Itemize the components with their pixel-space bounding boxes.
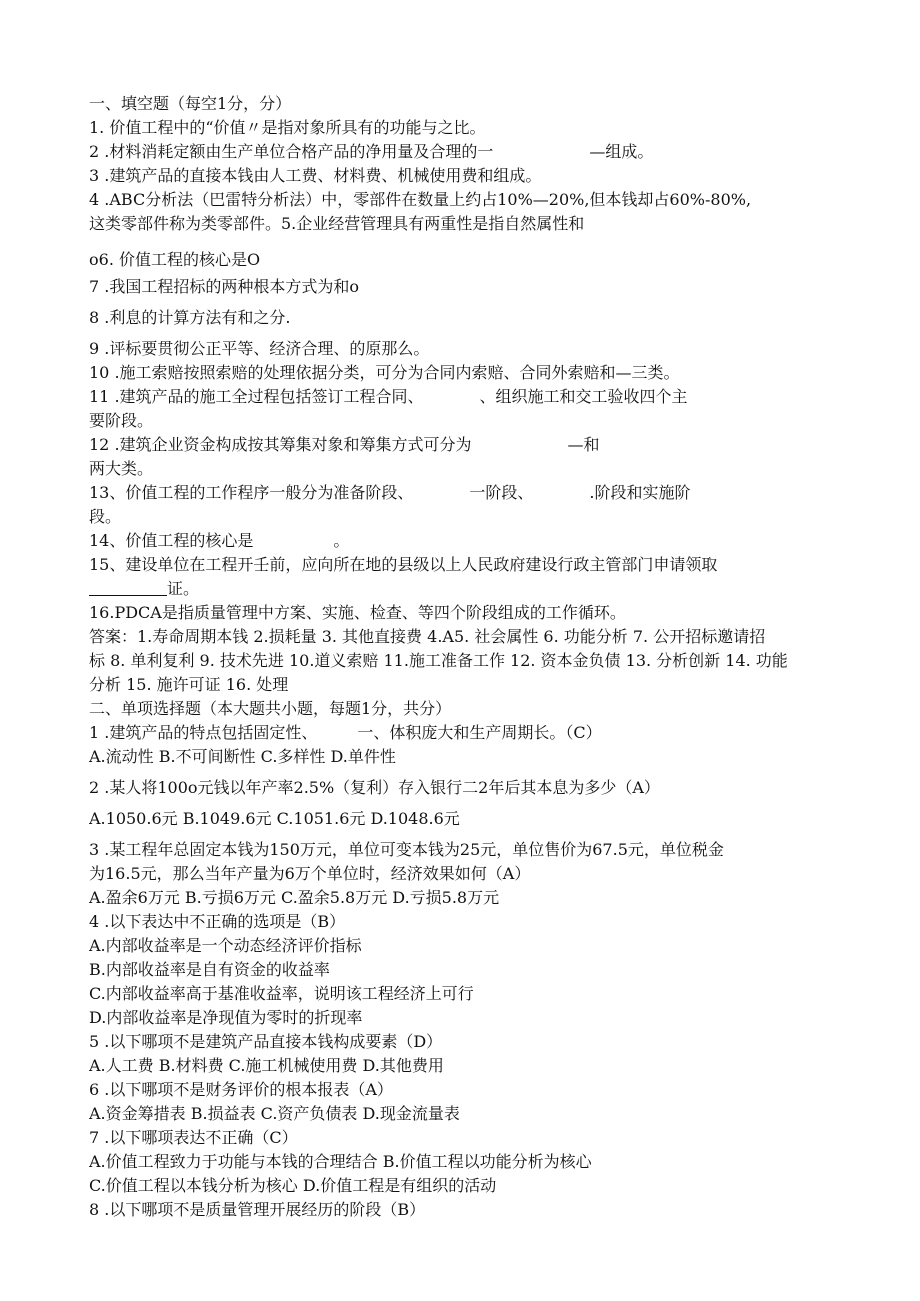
question-line: 12 .建筑企业资金构成按其筹集对象和筹集方式可分为 —和 <box>89 435 600 454</box>
question-line: 3 .某工程年总固定本钱为150万元，单位可变本钱为25元，单位售价为67.5元，单位税金 <box>89 840 724 859</box>
question-line: 13、价值工程的工作程序一般分为准备阶段、 一阶段、 .阶段和实施阶 <box>89 483 691 502</box>
question-line: 8 .以下哪项不是质量管理开展经历的阶段（B） <box>89 1200 426 1219</box>
answer-blank <box>89 581 167 596</box>
option-line: A.内部收益率是一个动态经济评价指标 <box>89 936 362 955</box>
option-line: A.资金筹措表 B.损益表 C.资产负债表 D.现金流量表 <box>89 1104 460 1123</box>
question-line: 为16.5元，那么当年产量为6万个单位时，经济效果如何（A） <box>89 864 531 883</box>
option-line: A.盈余6万元 B.亏损6万元 C.盈余5.8万元 D.亏损5.8万元 <box>89 888 500 907</box>
answer-key-line: 分析 15. 施许可证 16. 处理 <box>89 675 289 694</box>
question-line: 7 .我国工程招标的两种根本方式为和o <box>89 277 359 296</box>
section-heading-fill-in: 一、填空题（每空1分，分） <box>89 94 292 113</box>
option-line: A.流动性 B.不可间断性 C.多样性 D.单件性 <box>89 747 396 766</box>
question-line: 9 .评标要贯彻公正平等、经济合理、的原那么。 <box>89 339 430 358</box>
option-line: D.内部收益率是净现值为零时的折现率 <box>89 1008 363 1027</box>
question-line: o6. 价值工程的核心是O <box>89 250 261 269</box>
question-line <box>89 577 829 601</box>
question-line: 2 .材料消耗定额由生产单位合格产品的净用量及合理的一 —组成。 <box>89 142 654 161</box>
option-line: A.1050.6元 B.1049.6元 C.1051.6元 D.1048.6元 <box>89 809 460 828</box>
question-line: 3 .建筑产品的直接本钱由人工费、材料费、机械使用费和组成。 <box>89 166 542 185</box>
answer-key-line: 答案：1.寿命周期本钱 2.损耗量 3. 其他直接费 4.A5. 社会属性 6. 功能分析 7. 公开招标邀请招 <box>89 627 766 646</box>
question-line: 1 .建筑产品的特点包括固定性、 一、体积庞大和生产周期长。（C） <box>89 723 602 742</box>
question-line: 6 .以下哪项不是财务评价的根本报表（A） <box>89 1080 393 1099</box>
option-line: C.内部收益率高于基准收益率，说明该工程经济上可行 <box>89 984 474 1003</box>
question-line-text: 证。 <box>167 579 200 598</box>
question-line: 5 .以下哪项不是建筑产品直接本钱构成要素（D） <box>89 1032 443 1051</box>
question-line: 16.PDCA是指质量管理中方案、实施、检查、等四个阶段组成的工作循环。 <box>89 603 626 622</box>
question-line: 11 .建筑产品的施工全过程包括签订工程合同、 、组织施工和交工验收四个主 <box>89 387 688 406</box>
document-page <box>89 92 829 1222</box>
question-line: 7 .以下哪项表达不正确（C） <box>89 1128 298 1147</box>
question-line: 10 .施工索赔按照索赔的处理依据分类，可分为合同内索赔、合同外索赔和—三类。 <box>89 363 680 382</box>
question-line: 2 .某人将100o元钱以年产率2.5%（复利）存入银行二2年后其本息为多少（A） <box>89 778 660 797</box>
option-line: B.内部收益率是自有资金的收益率 <box>89 960 330 979</box>
answer-key-line: 标 8. 单利复利 9. 技术先进 10.道义索赔 11.施工准备工作 12. 资本金负债 13. 分析创新 14. 功能 <box>89 651 788 670</box>
question-line: 4 .以下表达中不正确的选项是（B） <box>89 912 346 931</box>
question-line: 这类零部件称为类零部件。5.企业经营管理具有两重性是指自然属性和 <box>89 214 585 233</box>
question-line: 两大类。 <box>89 459 154 478</box>
question-line: 14、价值工程的核心是 。 <box>89 531 350 550</box>
question-line: 1. 价值工程中的“价值〃是指对象所具有的功能与之比。 <box>89 118 486 137</box>
question-line: 要阶段。 <box>89 411 154 430</box>
question-line: 段。 <box>89 507 122 526</box>
question-line: 4 .ABC分析法（巴雷特分析法）中，零部件在数量上约占10%—20%,但本钱却占60%-80%, <box>89 190 752 209</box>
option-line: C.价值工程以本钱分析为核心 D.价值工程是有组织的活动 <box>89 1176 497 1195</box>
option-line: A.人工费 B.材料费 C.施工机械使用费 D.其他费用 <box>89 1056 444 1075</box>
option-line: A.价值工程致力于功能与本钱的合理结合 B.价值工程以功能分析为核心 <box>89 1152 592 1171</box>
question-line: 8 .利息的计算方法有和之分. <box>89 308 291 327</box>
section-heading-single-choice: 二、单项选择题（本大题共小题，每题1分，共分） <box>89 699 452 718</box>
question-line: 15、建设单位在工程开壬前，应向所在地的县级以上人民政府建设行政主管部门申请领取 <box>89 555 718 574</box>
